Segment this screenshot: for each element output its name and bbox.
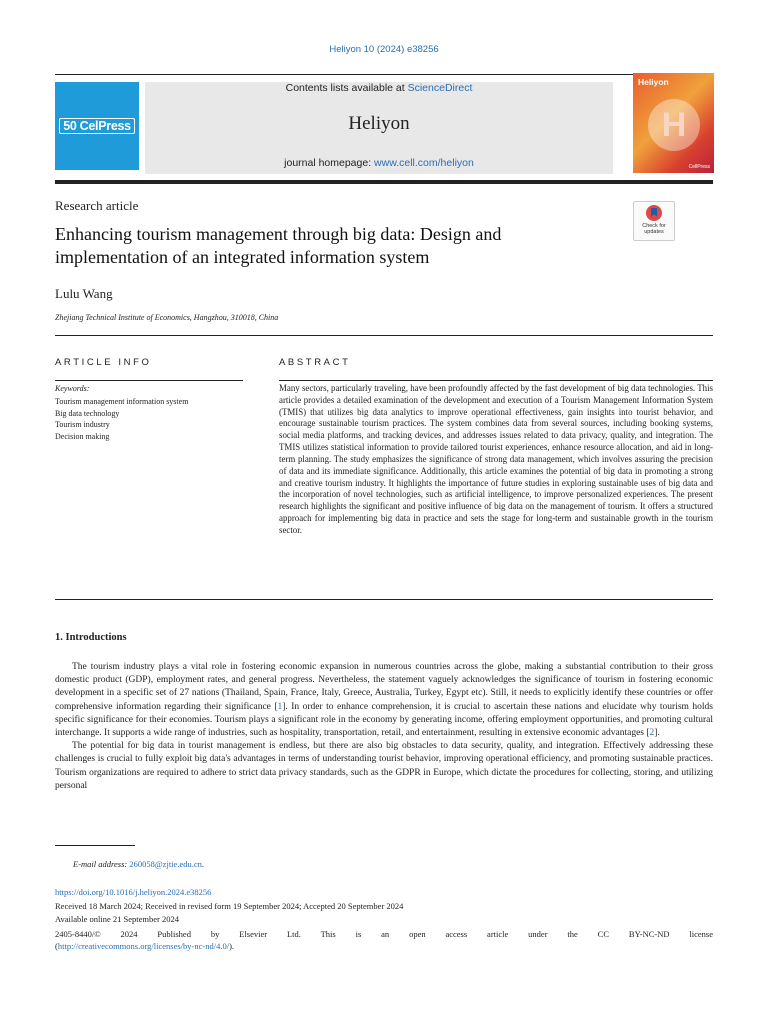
intro-paragraph-2: The potential for big data in tourist management is endless, but there are also big obstacles to data security, quality, and integration. Effectively addressing these challenges is crucial to fully exploit big data's advantages in terms of understanding tourist behavior, improving operational efficiency, and promoting sustainable practices. Tourism organizations are required to adhere to strict data privacy standards, such as the GDPR in Europe, which dictate the procedures for collecting, storing, and utilizing personal: [55, 741, 713, 791]
citation-ref-1[interactable]: 1: [277, 701, 283, 712]
available-online-date: Available online 21 September 2024: [55, 914, 180, 924]
citation-ref-2[interactable]: 2: [649, 728, 655, 739]
check-for-updates-button[interactable]: [633, 201, 675, 241]
contents-line: [145, 82, 613, 94]
article-info-heading: ARTICLE INFO: [55, 357, 152, 368]
journal-homepage-link[interactable]: www.cell.com/heliyon: [374, 157, 474, 169]
keyword-item: Decision making: [55, 431, 110, 441]
keyword-item: Tourism management information system: [55, 397, 189, 406]
keywords-list: [55, 396, 188, 442]
intro-paragraph-1: [55, 661, 713, 740]
license-statement: 2405-8440/© 2024 Published by Elsevier Ltd. This is an open access article under the CC BY-NC-ND license: [55, 929, 713, 939]
email-label: E-mail address:: [73, 859, 128, 869]
section-heading-introduction: 1. Introductions: [55, 632, 127, 643]
journal-title: Heliyon: [348, 113, 410, 134]
homepage-prefix: journal homepage:: [284, 157, 375, 169]
author-email-link[interactable]: 260058@zjtie.edu.cn: [129, 859, 202, 869]
article-dates: Received 18 March 2024; Received in revised form 19 September 2024; Accepted 20 September 2024: [55, 901, 404, 911]
author-name[interactable]: Lulu Wang: [55, 286, 113, 301]
sciencedirect-link[interactable]: ScienceDirect: [407, 82, 473, 94]
abstract-heading: ABSTRACT: [279, 357, 351, 368]
email-suffix: .: [201, 859, 204, 869]
masthead-bottom-rule: [55, 180, 713, 184]
license-open-paren: (: [55, 941, 58, 951]
article-info-rule: [55, 380, 243, 381]
contents-prefix: Contents lists available at: [285, 82, 408, 94]
journal-citation-link[interactable]: Heliyon 10 (2024) e38256: [329, 44, 439, 55]
abstract-rule: [279, 380, 713, 381]
cover-emblem: [648, 99, 700, 151]
intro-p1-text-c: ].: [654, 728, 660, 739]
journal-cover-image[interactable]: [633, 73, 714, 173]
license-close-paren: ).: [229, 941, 235, 951]
affiliation-rule: [55, 335, 713, 336]
keyword-item: Big data technology: [55, 408, 120, 418]
footnote-rule: [55, 845, 135, 846]
article-title: Enhancing tourism management through big data: Design and implementation of an integrated information system: [55, 224, 502, 267]
article-type: Research article: [55, 198, 139, 213]
cover-letter: H: [661, 106, 687, 144]
cellpress-logo-text: 50 CelPress: [59, 118, 135, 134]
intro-p1-text-b: ]. In order to enhance comprehension, it is crucial to ascertain these nations and elucidate why tourism holds specific significance for their economies. Tourism plays a significant role in the economy by generating income, offering employment opportunities, and promoting cultural interchange. It supports a wide range of industries, such as hospitality, transportation, retail, and entertainment, resulting in extensive economic advantages [: [55, 701, 713, 739]
abstract-bottom-rule: [55, 599, 713, 600]
cover-brand: CellPress: [688, 164, 710, 170]
cellpress-logo[interactable]: [55, 82, 139, 170]
intro-p1-text-a: The tourism industry plays a vital role in fostering economic expansion in numerous countries across the globe, making a substantial contribution to their gross domestic product (GDP), employment rates, and general progress. Nevertheless, the statement vaguely acknowledges the significance of tourism in fostering economic development in a specific set of 27 nations (Thailand, Spain, France, Italy, Greece, Australia, Turkey, Egypt etc). Still, it needs to explicitly identify these countries or offer comprehensive information regarding their significance [: [55, 662, 713, 712]
check-updates-label: Check for updates: [642, 223, 666, 235]
introduction-body: [55, 661, 713, 793]
doi-link[interactable]: https://doi.org/10.1016/j.heliyon.2024.e38256: [55, 887, 212, 897]
author-affiliation: Zhejiang Technical Institute of Economics, Hangzhou, 310018, China: [55, 313, 279, 322]
license-url-link[interactable]: http://creativecommons.org/licenses/by-nc-nd/4.0/: [57, 941, 230, 951]
homepage-line: [145, 157, 613, 169]
masthead-top-rule: [55, 74, 713, 75]
keywords-label: Keywords:: [55, 384, 90, 393]
license-url-line: [55, 941, 234, 951]
keyword-item: Tourism industry: [55, 420, 110, 430]
cover-journal-name: Heliyon: [638, 77, 669, 87]
bookmark-icon: [646, 205, 662, 221]
email-footnote: [73, 859, 204, 869]
abstract-text: Many sectors, particularly traveling, have been profoundly affected by the fast development of big data technologies. This article provides a detailed examination of the development and execution of a Tourism Management Information System (TMIS) that utilizes big data analytics to improve operational effectiveness, gain insights into tourist behavior, and encourage sustainable tourism practices. The system combines data from several sources, including booking systems, social media platforms, and tracking devices, and addresses issues related to data privacy, quality, and integration. The TMIS utilizes statistical information to provide tailored tourist experiences, enhance resource allocation, and aid in long-term planning. The study emphasizes the significance of strong data management, which involves assuring the precision of data and its immediate significance. Additionally, this article examines the potential of big data in promoting a strong and creative tourism industry. It highlights the importance of future studies in exploring sustainable uses of big data and the incorporation of novel technologies, such as artificial intelligence, to improve personalized experiences. The present research highlights the significant and positive influence of big data on the management of tourism. It offers a structured approach for implementing big data in practice and sets the stage for long-term and sustainable growth in the tourism sector.: [279, 383, 713, 535]
